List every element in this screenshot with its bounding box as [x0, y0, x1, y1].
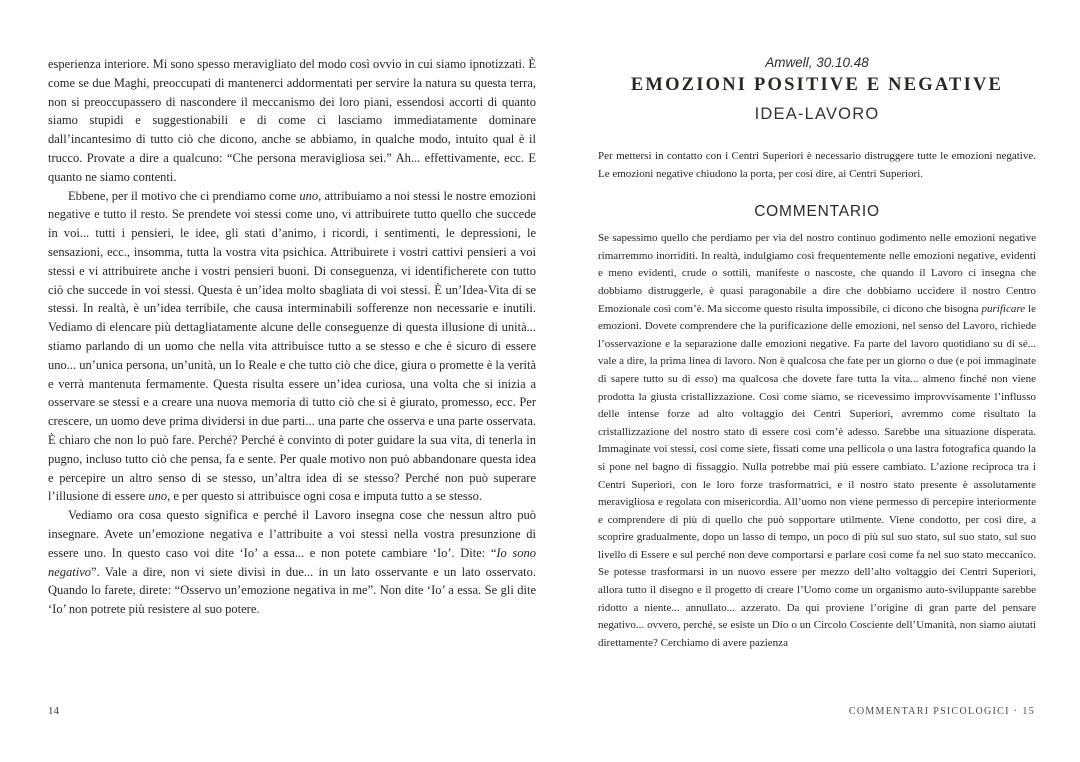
- running-footer: [849, 706, 1035, 717]
- text-run: , attribuiamo a noi stessi le nostre emozioni negative e tutto il resto. Se prendete voi stessi come uno, vi attribuirete tutto quello che succede in voi... tutti i pensieri, le idee, gli stati d’animo, i ricordi, i sentimenti, le depressioni, le sensazioni, ecc., insomma, tutta la vostra vita psichica. Attribuirete i vostri cattivi pensieri a voi stessi e vi attribuirete anche i vostri pensieri buoni. Di conseguenza, vi identificherete con tutto ciò che succede in voi stessi. Questa è un’idea molto sbagliata di voi stessi. È un’Idea-Vita di se stessi. In realtà, è un’idea terribile, che causa interminabili sofferenze non necessarie e inutili. Vediamo di elencare più dettagliatamente alcune delle conseguenze di questa illusione di unità... stiamo parlando di un uomo che nella vita attribuisce tutto a se stesso e che è sicuro di essere uno... un’unica persona, un’unità, un Io Reale e che tutto ciò che dice, giura o promette è la verità e verrà mantenuta fermamente. Questa risulta essere un’idea curiosa, una volta che si inizia a osservare se stessi e a creare una nuova memoria di tutto ciò che si è giurato, promesso, ecc. Per crescere, un uomo deve prima dividersi in due parti... una parte che osserva e una parte osservata. È chiaro che non lo può fare. Perché? Perché è convinto di poter guidare la sua vita, di tenerla in pugno, incluso tutto ciò che pensa, fa e sente. Per quale motivo non può abbandonare questa idea e percepire un altro senso di se stesso, un’altra idea di se stesso? Perché non può superare l’illusione di essere: [48, 188, 537, 504]
- text-run: , e per questo si attribuisce ogni cosa e imputa tutto a se stesso.: [167, 489, 482, 504]
- paragraph: [48, 506, 536, 619]
- text-run: Se sapessimo quello che perdiamo per via del nostro continuo godimento nelle emozioni negative rimarremmo inorriditi. In realtà, indulgiamo così frequentemente nelle emozioni negative, evidenti e meno evidenti, crude o sottili, manifeste o nascoste, che quando il Lavoro ci insegna che dobbiamo distruggerle, è quasi paragonabile a dire che dobbiamo uccidere il nostro Centro Emozionale così com’è. Ma siccome questo risulta impossibile, ci dicono che bisogna: [598, 232, 1036, 315]
- text-run: Vediamo ora cosa questo significa e perché il Lavoro insegna cose che nessun altro può insegnare. Avete un’emozione negativa e l’attribuite a voi stessi nella vostra presunzione di essere uno. In questo caso voi dite ‘Io’ a essa... e non potete cambiare ‘Io’. Dite: “: [48, 508, 536, 560]
- intro-block: [598, 148, 1036, 183]
- page-right: [598, 55, 1036, 652]
- italic-run: Io sono negativo: [48, 545, 536, 579]
- footer-book-title: COMMENTARI PSICOLOGICI: [848, 706, 1010, 717]
- paragraph: [598, 230, 1036, 652]
- chapter-title: EMOZIONI POSITIVE E NEGATIVE: [630, 75, 1004, 95]
- page-number-left: 14: [48, 705, 59, 717]
- italic-run: uno: [148, 489, 168, 504]
- text-run: Ebbene, per il motivo che ci prendiamo come: [68, 188, 300, 203]
- page-left: [48, 55, 536, 619]
- page-number-right: 15: [1022, 706, 1035, 717]
- paragraph: [48, 187, 536, 507]
- text-run: ) ma qualcosa che dovete fare tutta la vita... almeno finché non viene prodotta la giusta cristallizzazione. Così come siamo, se ricevessimo improvvisamente l’influsso delle intense forze ad alto voltaggio dei Centri Superiori, avremmo come risultato la cristallizzazione del nostro stato di essere così com’è adesso. Sarebbe una situazione disperata. Immaginate voi stessi, così come siete, fissati come una pellicola o una lastra fotografica quando la si pone nel bagno di fissaggio. Nulla potrebbe mai più essere cambiato. L’azione reciproca tra i Centri Superiori, con le loro forze trasformatrici, e il nostro stato presente è assolutamente meravigliosa e regolata con misericordia. All’uomo non viene permesso di percepire interiormente e comprendere di più di quello che può sopportare utilmente. Viene condotto, per così dire, a scoprire gradualmente, dopo un lasso di tempo, un poco di più sul suo stato, sul suo stato, sul suo livello di Essere e sul perché non deve comportarsi e parlare così come fa nel suo stato meccanico. Se potesse trasformarsi in un nuovo essere per mezzo dell’alto voltaggio dei Centri Superiori, allora tutto il disegno e il progetto di creare l’Uomo come un organismo auto-sviluppante sarebbe ridotto a niente... annullato... azzerato. Da qui proviene l’origine di gran parte del pensare negativo... ovvero, perché, se esiste un Dio o un Circolo Cosciente dell’Umanità, non siamo aiutati direttamente? Cerchiamo di avere pazienza: [598, 372, 1036, 649]
- italic-run: purificare: [981, 302, 1026, 315]
- dateline: Amwell, 30.10.48: [765, 55, 869, 70]
- footer-separator: ·: [1013, 706, 1019, 717]
- italic-run: uno: [299, 188, 319, 203]
- intro-paragraph: Per mettersi in contatto con i Centri Superiori è necessario distruggere tutte le emozioni negative. Le emozioni negative chiudono la porta, per così dire, ai Centri Superiori.: [598, 150, 1036, 180]
- text-run: ”. Vale a dire, non vi siete divisi in due... in un lato osservante e un lato osservato. Quando lo farete, direte: “Osservo un’emozione negativa in me”. Non dite ‘Io’ a essa. Se gli dite ‘Io’ non potrete più resistere al suo potere.: [48, 564, 536, 617]
- section-heading-commentario: COMMENTARIO: [754, 203, 880, 221]
- paragraph: [48, 55, 536, 187]
- page-left-body: [48, 55, 536, 619]
- text-run: esperienza interiore. Mi sono spesso meravigliato del modo così ovvio in cui siamo ipnotizzati. È come se due Maghi, preoccupati di mantenerci addormentati per servire la natura su questa terra, non si preoccupassero di nascondere il meccanismo dei loro piani, essendosi accorti di quanto siamo stupidi e suggestionabili e di come ci lasciamo immediatamente dominare dall’incantesimo di tutto ciò che dicono, anche se abbiamo, in qualche modo, intuito qual è il trucco. Provate a dire a qualcuno: “Che persona meravigliosa sei.” Ah... effettivamente, ecc. E quanto ne siamo contenti.: [48, 57, 536, 184]
- text-run: le emozioni. Dovete comprendere che la purificazione delle emozioni, nel senso del Lavoro, richiede l’osservazione e la separazione dalle emozioni negative. Fa parte del lavoro quotidiano su di sé... vale a dire, la prima linea di lavoro. Non è qualcosa che fate per un giorno o due (e poi immaginate di sapere tutto su di: [598, 302, 1036, 385]
- italic-run: esso: [694, 372, 714, 385]
- commentary-body: [598, 230, 1036, 652]
- chapter-subtitle: IDEA-LAVORO: [754, 105, 880, 123]
